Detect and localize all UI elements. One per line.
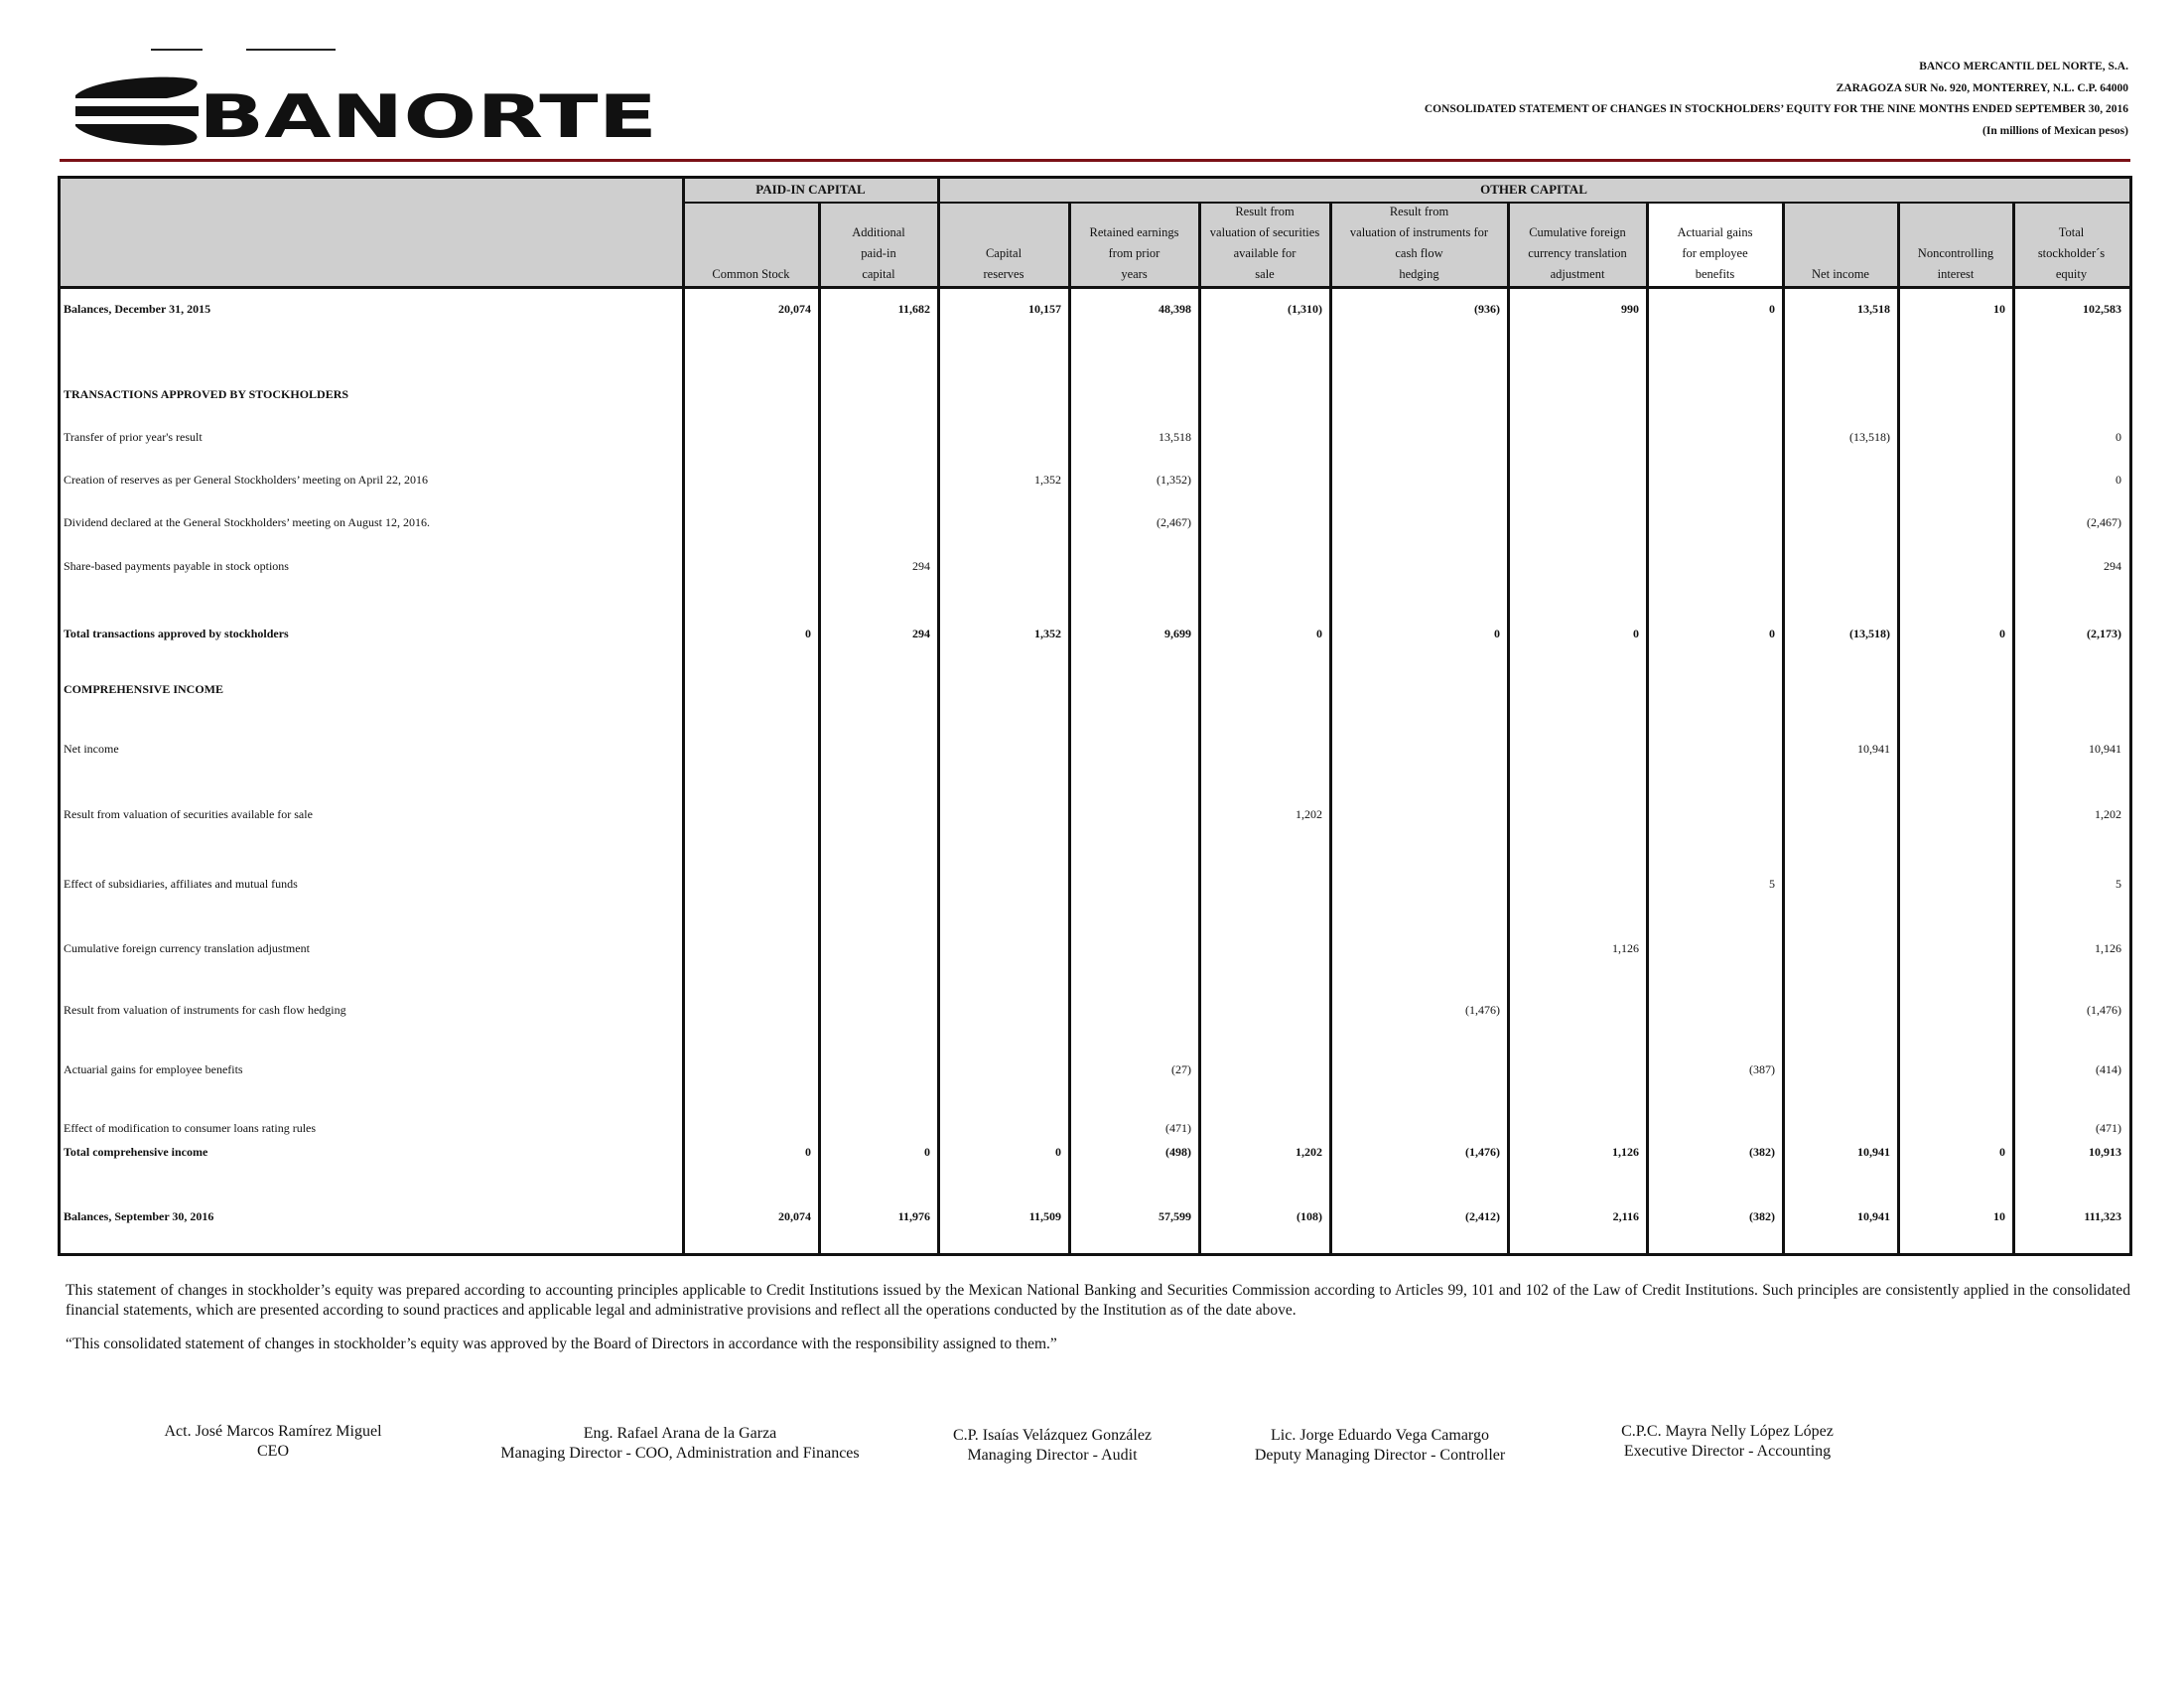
group-header-paid-in: PAID-IN CAPITAL bbox=[755, 182, 866, 197]
table-cell: 0 bbox=[924, 1145, 930, 1159]
signatory-title: CEO bbox=[257, 1443, 289, 1460]
table-cell: 1,352 bbox=[1034, 473, 1061, 487]
table-cell: 294 bbox=[912, 559, 930, 573]
column-header bbox=[1069, 222, 1199, 285]
table-cell: (1,310) bbox=[1288, 302, 1322, 316]
table-cell: 0 bbox=[2116, 473, 2121, 487]
approval-note: “This consolidated statement of changes in stockholder’s equity was approved by the Board of Directors in accordance with the responsibility assigned to them.” bbox=[66, 1336, 1057, 1352]
table-cell: 20,074 bbox=[778, 1209, 811, 1223]
column-header-line: capital bbox=[862, 267, 895, 281]
row-label: Balances, September 30, 2016 bbox=[64, 1209, 214, 1223]
column-header-line: Capital bbox=[985, 246, 1023, 260]
column-rule bbox=[1068, 202, 1071, 1253]
column-header-line: from prior bbox=[1108, 246, 1160, 260]
table-cell: 0 bbox=[1769, 627, 1775, 640]
units-note: (In millions of Mexican pesos) bbox=[1982, 124, 2128, 137]
signature-block bbox=[923, 1426, 1181, 1466]
table-cell: 11,682 bbox=[897, 302, 930, 316]
banorte-logo bbox=[69, 71, 665, 149]
column-header bbox=[1330, 202, 1508, 285]
row-label: Effect of modification to consumer loans rating rules bbox=[64, 1121, 317, 1135]
column-header-line: Net income bbox=[1812, 267, 1869, 281]
table-cell: (498) bbox=[1165, 1145, 1191, 1159]
company-address: ZARAGOZA SUR No. 920, MONTERREY, N.L. C.P. 64000 bbox=[1836, 81, 2128, 94]
header-decor-rule bbox=[151, 49, 203, 51]
column-rule bbox=[818, 202, 821, 1253]
table-cell: (1,352) bbox=[1157, 473, 1191, 487]
table-cell: 1,126 bbox=[1612, 1145, 1639, 1159]
table-cell: 13,518 bbox=[1159, 430, 1191, 444]
table-cell: (1,476) bbox=[1465, 1145, 1500, 1159]
column-header bbox=[1647, 222, 1783, 285]
column-header bbox=[1898, 243, 2013, 285]
column-header bbox=[683, 264, 819, 285]
row-label: Dividend declared at the General Stockholders’ meeting on August 12, 2016. bbox=[64, 515, 431, 529]
header-label-shade bbox=[61, 179, 683, 286]
column-rule bbox=[1507, 202, 1510, 1253]
signatory-name: Act. José Marcos Ramírez Miguel bbox=[164, 1423, 382, 1440]
signature-block bbox=[149, 1422, 397, 1462]
column-header-line: paid-in bbox=[861, 246, 896, 260]
column-header-line: reserves bbox=[983, 267, 1024, 281]
header-decor-rule bbox=[246, 49, 336, 51]
column-header-line: interest bbox=[1937, 267, 1975, 281]
column-header-line: Actuarial gains bbox=[1677, 225, 1753, 239]
column-header-line: available for bbox=[1233, 246, 1297, 260]
column-header-line: for employee bbox=[1682, 246, 1748, 260]
column-header-line: equity bbox=[2055, 267, 2088, 281]
column-rule bbox=[2012, 202, 2015, 1253]
table-cell: (471) bbox=[2096, 1121, 2121, 1135]
row-label: Net income bbox=[64, 742, 119, 756]
signature-block bbox=[1588, 1422, 1866, 1462]
table-cell: 10 bbox=[1993, 1209, 2005, 1223]
column-header bbox=[1783, 264, 1898, 285]
table-cell: 2,116 bbox=[1612, 1209, 1639, 1223]
signatory-name: Eng. Rafael Arana de la Garza bbox=[583, 1425, 777, 1442]
equity-table bbox=[58, 176, 2132, 1256]
table-cell: 111,323 bbox=[2084, 1209, 2121, 1223]
banorte-logo-icon bbox=[75, 77, 199, 146]
table-cell: (936) bbox=[1474, 302, 1500, 316]
signature-block bbox=[1221, 1426, 1539, 1466]
table-cell: 0 bbox=[1999, 627, 2005, 640]
signatory-name: Lic. Jorge Eduardo Vega Camargo bbox=[1271, 1427, 1489, 1444]
column-header-line: cash flow bbox=[1395, 246, 1443, 260]
column-header-line: valuation of instruments for bbox=[1349, 225, 1489, 239]
column-rule bbox=[1897, 202, 1900, 1253]
column-header-line: currency translation bbox=[1528, 246, 1627, 260]
table-cell: (2,467) bbox=[2087, 515, 2121, 529]
column-header-line: Noncontrolling bbox=[1917, 246, 1994, 260]
table-cell: 0 bbox=[805, 627, 811, 640]
signature-block bbox=[467, 1424, 893, 1464]
row-label: Total comprehensive income bbox=[64, 1145, 208, 1159]
table-cell: (13,518) bbox=[1849, 430, 1890, 444]
row-label: COMPREHENSIVE INCOME bbox=[64, 682, 224, 696]
table-cell: 294 bbox=[912, 627, 930, 640]
table-cell: 1,126 bbox=[2095, 941, 2121, 955]
table-cell: 0 bbox=[1999, 1145, 2005, 1159]
row-label: Total transactions approved by stockholders bbox=[64, 627, 289, 640]
table-cell: 5 bbox=[2116, 877, 2121, 891]
table-cell: (2,412) bbox=[1465, 1209, 1500, 1223]
column-header-line: Additional bbox=[852, 225, 905, 239]
column-header-line: valuation of securities bbox=[1209, 225, 1320, 239]
table-cell: (2,467) bbox=[1157, 515, 1191, 529]
table-cell: 1,202 bbox=[1296, 807, 1322, 821]
column-header bbox=[938, 243, 1069, 285]
column-header-line: Result from bbox=[1235, 205, 1295, 218]
table-cell: 1,202 bbox=[1296, 1145, 1322, 1159]
column-rule bbox=[1198, 202, 1201, 1253]
group-header-other: OTHER CAPITAL bbox=[1480, 182, 1587, 197]
table-cell: (382) bbox=[1749, 1145, 1775, 1159]
table-cell: 10,913 bbox=[2089, 1145, 2121, 1159]
header-divider bbox=[60, 159, 2130, 162]
signatory-title: Deputy Managing Director - Controller bbox=[1254, 1447, 1506, 1464]
statement-title: CONSOLIDATED STATEMENT OF CHANGES IN STOCKHOLDERS’ EQUITY FOR THE NINE MONTHS ENDED SEPTEMBER 30, 2016 bbox=[1424, 103, 2128, 115]
table-cell: 11,509 bbox=[1028, 1209, 1061, 1223]
column-header-line: Result from bbox=[1389, 205, 1449, 218]
table-cell: (1,476) bbox=[1465, 1003, 1500, 1017]
column-header-line: Cumulative foreign bbox=[1529, 225, 1626, 239]
column-header bbox=[1508, 222, 1647, 285]
column-header-line: years bbox=[1121, 267, 1148, 281]
column-rule bbox=[1329, 202, 1332, 1253]
row-label: Share-based payments payable in stock options bbox=[64, 559, 289, 573]
row-label: Balances, December 31, 2015 bbox=[64, 302, 211, 316]
column-header-line: adjustment bbox=[1550, 267, 1605, 281]
row-label: Transfer of prior year's result bbox=[64, 430, 203, 444]
table-cell: 0 bbox=[1494, 627, 1500, 640]
column-header bbox=[819, 222, 938, 285]
row-label: TRANSACTIONS APPROVED BY STOCKHOLDERS bbox=[64, 387, 349, 401]
statement-note: This statement of changes in stockholder’s equity was prepared according to accounting principles applicable to Credit Institutions issued by the Mexican National Banking and Securities Commission according to Articles 99, 101 and 102 of the Law of Credit Institutions. Such principles are consistently applied in the consolidated financial statements, which are presented according to sound practices and applicable legal and administrative provisions and reflect all the operations conducted by the Institution as of the date above. bbox=[66, 1282, 2130, 1319]
table-cell: 57,599 bbox=[1159, 1209, 1191, 1223]
table-cell: 102,583 bbox=[2083, 302, 2121, 316]
company-name: BANCO MERCANTIL DEL NORTE, S.A. bbox=[1919, 61, 2128, 72]
table-cell: 10,941 bbox=[1857, 1209, 1890, 1223]
row-label: Result from valuation of securities available for sale bbox=[64, 807, 313, 821]
signatory-title: Executive Director - Accounting bbox=[1623, 1443, 1832, 1460]
table-cell: 20,074 bbox=[778, 302, 811, 316]
table-cell: 10,157 bbox=[1028, 302, 1061, 316]
column-header-line: Total bbox=[2058, 225, 2085, 239]
table-cell: (2,173) bbox=[2087, 627, 2121, 640]
table-cell: 13,518 bbox=[1857, 302, 1890, 316]
row-label: Actuarial gains for employee benefits bbox=[64, 1062, 243, 1076]
table-cell: (387) bbox=[1749, 1062, 1775, 1076]
signatory-title: Managing Director - Audit bbox=[967, 1447, 1138, 1464]
column-header-line: Common Stock bbox=[712, 267, 790, 281]
table-cell: 11,976 bbox=[897, 1209, 930, 1223]
column-header-line: benefits bbox=[1695, 267, 1735, 281]
table-cell: (1,476) bbox=[2087, 1003, 2121, 1017]
logo-wordmark: BANORTE bbox=[199, 82, 657, 149]
table-cell: 48,398 bbox=[1159, 302, 1191, 316]
table-cell: 990 bbox=[1621, 302, 1639, 316]
table-cell: 5 bbox=[1769, 877, 1775, 891]
column-header-line: hedging bbox=[1399, 267, 1439, 281]
table-cell: 1,352 bbox=[1034, 627, 1061, 640]
table-cell: (414) bbox=[2096, 1062, 2121, 1076]
table-cell: (108) bbox=[1297, 1209, 1322, 1223]
signatory-name: C.P.C. Mayra Nelly López López bbox=[1621, 1423, 1834, 1440]
column-header bbox=[1199, 202, 1330, 285]
table-cell: 10,941 bbox=[1857, 742, 1890, 756]
table-cell: 0 bbox=[805, 1145, 811, 1159]
table-cell: 10,941 bbox=[2089, 742, 2121, 756]
company-header bbox=[937, 57, 2128, 142]
column-header bbox=[2013, 222, 2129, 285]
column-header-line: Retained earnings bbox=[1089, 225, 1179, 239]
table-cell: (382) bbox=[1749, 1209, 1775, 1223]
column-header-line: sale bbox=[1255, 267, 1275, 281]
table-cell: 9,699 bbox=[1164, 627, 1191, 640]
table-cell: 10 bbox=[1993, 302, 2005, 316]
row-label: Creation of reserves as per General Stockholders’ meeting on April 22, 2016 bbox=[64, 473, 429, 487]
signatory-name: C.P. Isaías Velázquez González bbox=[952, 1427, 1153, 1444]
row-label: Result from valuation of instruments for cash flow hedging bbox=[64, 1003, 346, 1017]
table-cell: 1,126 bbox=[1612, 941, 1639, 955]
column-header-line: stockholder´s bbox=[2037, 246, 2106, 260]
table-cell: (27) bbox=[1171, 1062, 1191, 1076]
column-rule bbox=[682, 179, 685, 1253]
table-cell: 0 bbox=[1316, 627, 1322, 640]
table-cell: 0 bbox=[2116, 430, 2121, 444]
signatory-title: Managing Director - COO, Administration and Finances bbox=[500, 1445, 860, 1462]
column-rule bbox=[1646, 202, 1649, 1253]
table-cell: 10,941 bbox=[1857, 1145, 1890, 1159]
table-cell: 0 bbox=[1769, 302, 1775, 316]
table-cell: 0 bbox=[1055, 1145, 1061, 1159]
table-cell: (13,518) bbox=[1849, 627, 1890, 640]
table-cell: (471) bbox=[1165, 1121, 1191, 1135]
header-bottom-rule bbox=[61, 286, 2129, 289]
column-rule bbox=[1782, 202, 1785, 1253]
table-cell: 294 bbox=[2104, 559, 2121, 573]
table-cell: 1,202 bbox=[2095, 807, 2121, 821]
row-label: Cumulative foreign currency translation adjustment bbox=[64, 941, 310, 955]
column-rule bbox=[937, 179, 940, 1253]
row-label: Effect of subsidiaries, affiliates and mutual funds bbox=[64, 877, 298, 891]
table-cell: 0 bbox=[1633, 627, 1639, 640]
